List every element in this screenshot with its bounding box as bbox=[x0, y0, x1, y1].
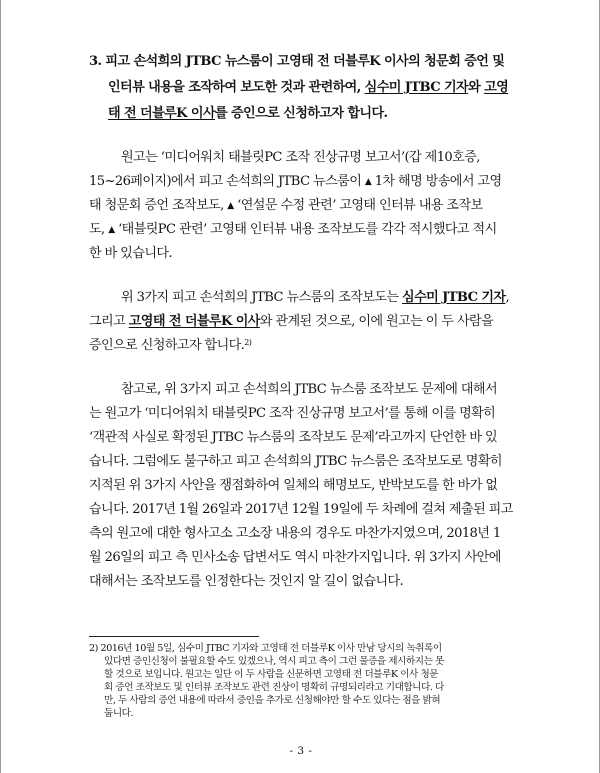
footnote-line2 bbox=[104, 655, 444, 668]
footnote-reference[interactable]: 2) bbox=[244, 338, 252, 347]
footnote-text-3: 할 것으로 보입니다. 원고는 일단 이 두 사람을 신문하면 고영태 전 더블루K 이사 청문 bbox=[104, 669, 439, 680]
triangle-bullet-icon: ▲ bbox=[364, 177, 372, 187]
para2-line3 bbox=[89, 334, 251, 358]
triangle-bullet-icon: ▲ bbox=[108, 225, 115, 235]
para2-text-3: 증인으로 신청하고자 합니다. bbox=[89, 338, 245, 353]
para1-text-5: 한 바 있습니다. bbox=[89, 246, 172, 261]
para2-witness-ko-youngtae: 고영태 전 더블루K 이사 bbox=[128, 314, 260, 329]
para1-text-4b: ‘태블릿PC 관련’ 고영태 인터뷰 내용 조작보도를 각각 적시했다고 적시 bbox=[114, 222, 497, 237]
item3-line2 bbox=[108, 76, 508, 100]
witness-sim-sumi: 심수미 JTBC 기자 bbox=[364, 80, 469, 95]
footnote-text-6: 둡니다. bbox=[104, 708, 134, 719]
para1-line2 bbox=[89, 170, 502, 194]
para3-text-1: 참고로, 위 3가지 피고 손석희의 JTBC 뉴스룸 조작보도 문제에 대해서 bbox=[121, 382, 498, 397]
para3-text-3: ‘객관적 사실로 확정된 JTBC 뉴스룸의 조작보도 문제’라고까지 단언한 바 있 bbox=[89, 430, 498, 445]
item3-text-3b: 를 증인으로 신청하고자 합니다. bbox=[215, 106, 388, 121]
para2-line1 bbox=[121, 286, 509, 310]
footnote-line6 bbox=[104, 707, 133, 720]
para2-line2 bbox=[89, 310, 493, 334]
para2-text-1c: , bbox=[505, 290, 510, 305]
para3-text-6: 습니다. 2017년 1월 26일과 2017년 12월 19일에 두 차례에 걸쳐 제출된 피고 bbox=[89, 502, 513, 517]
item3-text-2c: 와 bbox=[468, 80, 485, 95]
para1-line3 bbox=[89, 194, 483, 218]
para1-text-2a: 15~26페이지)에서 피고 손석희의 JTBC 뉴스룸이 bbox=[89, 174, 365, 189]
para3-line2 bbox=[89, 402, 495, 426]
footnote-text-2: 있다면 증인신청이 불필요할 수도 있겠으나, 역시 피고 측이 그런 물증을 제시하지는 못 bbox=[104, 656, 444, 667]
para1-text-4a: 도, bbox=[89, 222, 109, 237]
para3-line4 bbox=[89, 450, 502, 474]
para1-line1 bbox=[121, 146, 480, 170]
item3-line3 bbox=[108, 102, 387, 126]
para1-text-3: 태 청문회 증언 조작보도, bbox=[89, 198, 228, 213]
para1-text-2b: 1차 해명 방송에서 고영 bbox=[371, 174, 502, 189]
para2-text-2a: 그리고 bbox=[89, 314, 129, 329]
item3-text-1: 3. 피고 손석희의 JTBC 뉴스룸이 고영태 전 더블루K 이사의 청문회 증언 및 bbox=[89, 54, 505, 69]
triangle-bullet-icon: ▲ bbox=[227, 201, 234, 211]
para3-line5 bbox=[89, 474, 497, 498]
para3-line9 bbox=[89, 570, 403, 594]
para1-line4 bbox=[89, 218, 497, 242]
footnote-line1 bbox=[89, 642, 442, 655]
para3-text-7: 측의 원고에 대한 형사고소 고소장 내용의 경우도 마찬가지였으며, 2018년 1 bbox=[89, 526, 501, 541]
witness-ko-youngtae-part1: 고영 bbox=[484, 80, 509, 95]
para3-text-5: 지적된 위 3가지 사안을 쟁점화하여 일체의 해명보도, 반박보도를 한 바가 없 bbox=[89, 478, 498, 493]
para3-text-9: 대해서는 조작보도를 인정한다는 것인지 알 길이 없습니다. bbox=[89, 574, 404, 589]
para3-line7 bbox=[89, 522, 501, 546]
item3-line1 bbox=[89, 50, 504, 74]
footnote-text-4: 회 증언 조작보도 및 인터뷰 조작보도 관련 진상이 명확히 규명되리라고 기대합니다. 다 bbox=[104, 682, 444, 693]
para3-line6 bbox=[89, 498, 513, 522]
para1-text-3b: ‘연설문 수정 관련’ 고영태 인터뷰 내용 조작보 bbox=[233, 198, 483, 213]
para2-text-2c: 와 관계된 것으로, 이에 원고는 이 두 사람을 bbox=[259, 314, 494, 329]
page-number: - 3 - bbox=[289, 745, 313, 757]
para3-text-4: 습니다. 그럼에도 불구하고 피고 손석희의 JTBC 뉴스룸은 조작보도로 명확히 bbox=[89, 454, 502, 469]
para3-text-8: 월 26일의 피고 측 민사소송 답변서도 역시 마찬가지입니다. 위 3가지 사안에 bbox=[89, 550, 501, 565]
footnote-line5 bbox=[104, 694, 440, 707]
para3-line1 bbox=[121, 378, 497, 402]
footnote-text-1: 2) 2016년 10월 5일, 심수미 JTBC 기자와 고영태 전 더블루K 이사 만남 당시의 녹취록이 bbox=[89, 643, 442, 654]
item3-text-2a: 인터뷰 내용을 조작하여 보도한 것과 관련하여, bbox=[108, 80, 365, 95]
footnote-divider bbox=[89, 636, 259, 637]
witness-ko-youngtae-part2: 태 전 더블루K 이사 bbox=[108, 106, 215, 121]
footnote-line3 bbox=[104, 668, 438, 681]
para3-text-2: 는 원고가 ‘미디어워치 태블릿PC 조작 진상규명 보고서’를 통해 이를 명확히 bbox=[89, 406, 496, 421]
para3-line3 bbox=[89, 426, 497, 450]
footnote-text-5: 만, 두 사람의 증언 내용에 따라서 증인을 추가로 신청해야만 할 수도 있다는 점을 밝혀 bbox=[104, 695, 441, 706]
footnote-line4 bbox=[104, 681, 444, 694]
para2-text-1a: 위 3가지 피고 손석희의 JTBC 뉴스룸의 조작보도는 bbox=[121, 290, 403, 305]
para1-text-1: 원고는 ‘미디어워치 태블릿PC 조작 진상규명 보고서’(갑 제10호증, bbox=[121, 150, 480, 165]
para1-line5 bbox=[89, 242, 172, 266]
para3-line8 bbox=[89, 546, 501, 570]
para2-witness-sim-sumi: 심수미 JTBC 기자 bbox=[402, 290, 506, 305]
